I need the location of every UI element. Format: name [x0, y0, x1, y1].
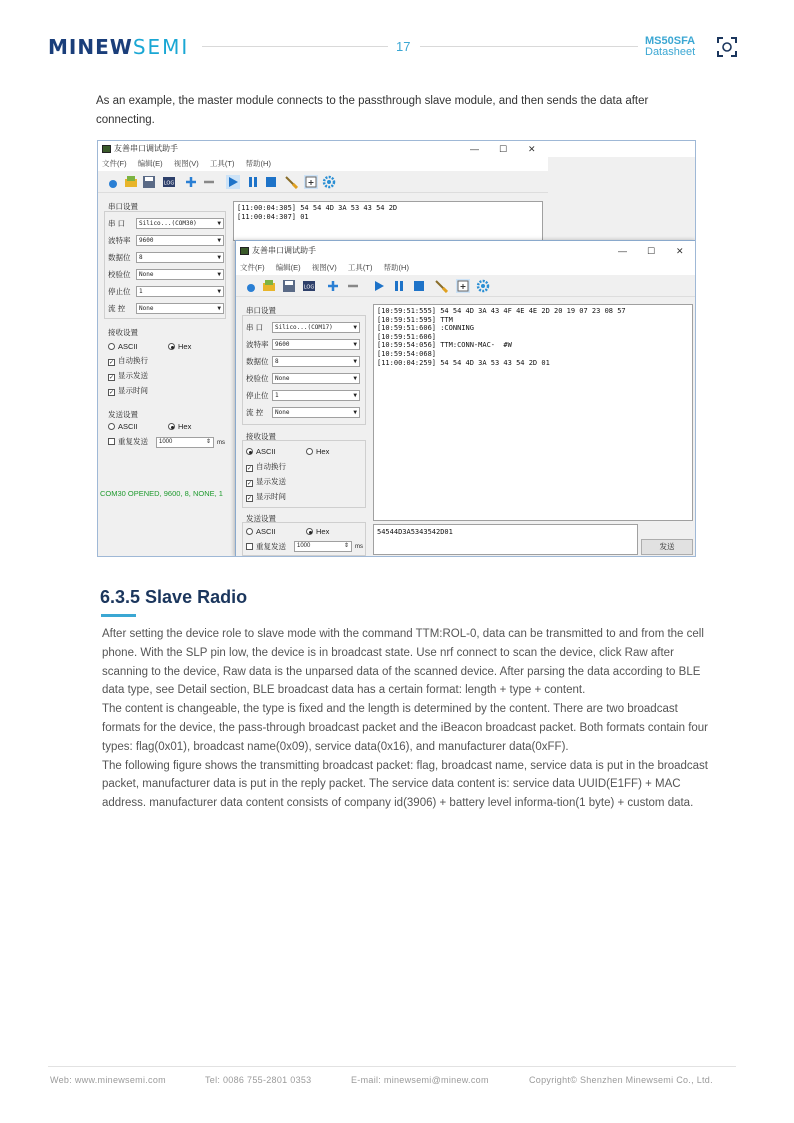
section-heading: 6.3.5 Slave Radio	[100, 587, 248, 607]
gear-icon[interactable]	[476, 279, 490, 293]
back-stopbits-label: 停止位	[108, 287, 131, 296]
brush-icon[interactable]	[434, 279, 448, 293]
back-parity-label: 校验位	[108, 270, 131, 279]
stop-icon[interactable]	[264, 175, 278, 189]
close-icon[interactable]: ✕	[528, 144, 536, 154]
front-baud-select[interactable]: 9600 ▼	[272, 339, 360, 350]
footer-email: E-mail: minewsemi@minew.com	[351, 1075, 489, 1085]
front-parity-select[interactable]: None ▼	[272, 373, 360, 384]
front-show-time-checkbox[interactable]: ✓ 显示时间	[247, 492, 286, 502]
front-databits-select[interactable]: 8 ▼	[272, 356, 360, 367]
minimize-icon[interactable]: —	[618, 246, 627, 256]
front-show-send-checkbox[interactable]: ✓ 显示发送	[247, 477, 286, 487]
footer-tel: Tel: 0086 755-2801 0353	[205, 1075, 312, 1085]
front-menubar	[236, 261, 695, 275]
menu-file[interactable]: 文件(F)	[102, 159, 127, 168]
front-ascii-radio[interactable]: ASCII	[246, 446, 276, 458]
minus-icon[interactable]	[202, 175, 216, 189]
back-databits-label: 数据位	[108, 253, 131, 262]
menu-tools[interactable]: 工具(T)	[209, 159, 235, 168]
menu-file[interactable]: 文件(F)	[240, 263, 265, 272]
back-hex-radio[interactable]: Hex	[168, 341, 191, 353]
front-stopbits-label: 停止位	[246, 391, 269, 400]
minewsemi-logo: MINEWSEMI	[48, 35, 190, 59]
back-repeat-send-checkbox[interactable]: 重复发送	[108, 436, 148, 448]
front-receive-log: [10:59:51:555] 54 54 4D 3A 43 4F 4E 4E 2D 20 19 07 23 08 57 [10:59:51:595] TTM [10:59:51:606] :CONNING [10:59:51:606] [10:59:54:056] TTM:CONN-MAC- #W [10:59:54:068] [11:00:04:259] 54 54 4D 3A 53 43 54 2D 01	[373, 304, 693, 521]
pause-icon[interactable]	[392, 279, 406, 293]
front-window	[235, 240, 696, 557]
footer-web: Web: www.minewsemi.com	[50, 1075, 166, 1085]
gear-icon[interactable]	[322, 175, 336, 189]
back-baud-select[interactable]: 9600 ▼	[136, 235, 224, 246]
body-paragraph-3: The following figure shows the transmitting broadcast packet: flag, broadcast name, service data is put in the broadcast packet, manufacturer data is put in the reply packet. The service data content is: service data UUID(E1FF) + MAC address. manufacturer data content consists of company id(3906) + battery level informa-tion(1 byte) + custom data.	[102, 759, 708, 810]
plus-icon[interactable]	[326, 279, 340, 293]
menu-edit[interactable]: 编辑(E)	[275, 263, 301, 272]
back-auto-wrap-checkbox[interactable]: ✓ 自动换行	[109, 356, 148, 366]
header-rule-right	[420, 46, 638, 47]
back-ascii-radio[interactable]: ASCII	[108, 341, 138, 353]
svg-text:LOG: LOG	[303, 284, 315, 291]
body-paragraph-2: The content is changeable, the type is fixed and the length is determined by the content. There are two broadcast formats for the device, the pass-through broadcast packet and the iBeacon broadcast packet. Both formats contain four types: flag(0x01), broadcast name(0x09), service data(0x16), and manufacturer data(0xFF).	[102, 703, 709, 753]
back-send-ascii-radio[interactable]: ASCII	[108, 421, 138, 433]
back-ms-unit: ms	[217, 440, 225, 446]
back-port-label: 串 口	[108, 219, 126, 228]
back-status-bar: COM30 OPENED, 9600, 8, NONE, 1	[100, 489, 223, 498]
front-databits-label: 数据位	[246, 357, 269, 366]
app-icon	[240, 247, 249, 255]
back-show-send-checkbox[interactable]: ✓ 显示发送	[109, 371, 148, 381]
log-icon[interactable]	[302, 279, 316, 293]
front-flow-select[interactable]: None ▼	[272, 407, 360, 418]
front-window-titlebar: 友善串口调试助手 — ☐ ✕	[236, 241, 695, 261]
back-baud-label: 波特率	[108, 236, 131, 245]
stop-icon[interactable]	[412, 279, 426, 293]
play-icon[interactable]	[226, 175, 240, 189]
minimize-icon[interactable]: —	[470, 144, 479, 154]
save-icon[interactable]	[282, 279, 296, 293]
back-menubar	[98, 157, 548, 171]
front-parity-label: 校验位	[246, 374, 269, 383]
back-receive-log: [11:00:04:305] 54 54 4D 3A 53 43 54 2D [11:00:04:307] 01	[233, 201, 543, 241]
front-auto-wrap-checkbox[interactable]: ✓ 自动换行	[247, 462, 286, 472]
menu-tools[interactable]: 工具(T)	[347, 263, 373, 272]
serial-tool-screenshot	[97, 140, 696, 557]
brush-icon[interactable]	[284, 175, 298, 189]
front-port-label: 串 口	[246, 323, 264, 332]
back-send-hex-radio[interactable]: Hex	[168, 421, 191, 433]
menu-edit[interactable]: 编辑(E)	[137, 159, 163, 168]
front-ms-unit: ms	[355, 544, 363, 550]
page-number: 17	[396, 39, 411, 54]
intro-paragraph: As an example, the master module connects to the passthrough slave module, and then sends the data after connecting.	[96, 95, 649, 126]
back-show-time-checkbox[interactable]: ✓ 显示时间	[109, 386, 148, 396]
front-port-select[interactable]: Silico...(COM17) ▼	[272, 322, 360, 333]
back-serial-settings-title: 串口设置	[108, 202, 138, 211]
close-icon[interactable]: ✕	[676, 246, 684, 256]
doc-type: Datasheet	[645, 46, 696, 58]
footer-copyright: Copyright© Shenzhen Minewsemi Co., Ltd.	[529, 1075, 713, 1085]
maximize-icon[interactable]: ☐	[647, 246, 656, 256]
page-header	[0, 0, 794, 70]
model-name: MS50SFA	[645, 35, 696, 47]
open-port-icon[interactable]	[244, 279, 258, 293]
section-body	[102, 625, 710, 813]
plus-icon[interactable]	[184, 175, 198, 189]
send-button[interactable]: 发送	[641, 539, 693, 555]
save-icon[interactable]	[142, 175, 156, 189]
menu-view[interactable]: 视图(V)	[311, 263, 337, 272]
back-port-select[interactable]: Silico...(COM30) ▼	[136, 218, 224, 229]
front-send-ascii-radio[interactable]: ASCII	[246, 526, 276, 538]
folder-icon[interactable]	[124, 175, 138, 189]
heading-underline	[101, 614, 136, 617]
front-send-textarea[interactable]: 54544D3A5343542D01	[373, 524, 638, 555]
log-icon[interactable]	[162, 175, 176, 189]
back-receive-title: 接收设置	[108, 328, 138, 337]
back-databits-select[interactable]: 8 ▼	[136, 252, 224, 263]
add-window-icon[interactable]	[304, 175, 318, 189]
header-rule-left	[202, 46, 388, 47]
back-toolbar	[98, 171, 548, 193]
menu-view[interactable]: 视图(V)	[173, 159, 199, 168]
pause-icon[interactable]	[246, 175, 260, 189]
front-baud-label: 波特率	[246, 340, 269, 349]
back-send-title: 发送设置	[108, 410, 138, 419]
menu-help[interactable]: 帮助(H)	[383, 263, 409, 272]
front-serial-settings-title: 串口设置	[246, 306, 276, 315]
add-window-icon[interactable]	[456, 279, 470, 293]
scan-frame-icon	[717, 37, 737, 57]
back-window-titlebar: 友善串口调试助手 — ☐ ✕	[98, 141, 696, 157]
back-flow-label: 流 控	[108, 304, 126, 313]
app-icon	[102, 145, 111, 153]
play-icon[interactable]	[372, 279, 386, 293]
front-receive-title: 接收设置	[246, 432, 276, 441]
menu-help[interactable]: 帮助(H)	[245, 159, 271, 168]
open-port-icon[interactable]	[106, 175, 120, 189]
back-repeat-interval-input[interactable]: 1000 ⇕	[156, 437, 214, 448]
svg-text:LOG: LOG	[163, 180, 175, 187]
front-hex-radio[interactable]: Hex	[306, 446, 329, 458]
front-send-hex-radio[interactable]: Hex	[306, 526, 329, 538]
front-repeat-interval-input[interactable]: 1000 ⇕	[294, 541, 352, 552]
minus-icon[interactable]	[346, 279, 360, 293]
front-stopbits-select[interactable]: 1 ▼	[272, 390, 360, 401]
back-flow-select[interactable]: None ▼	[136, 303, 224, 314]
front-flow-label: 流 控	[246, 408, 264, 417]
front-send-title: 发送设置	[246, 514, 276, 523]
maximize-icon[interactable]: ☐	[499, 144, 508, 154]
body-paragraph-1: After setting the device role to slave mode with the command TTM:ROL-0, data can be transmitted to and from the cell phone. With the SLP pin low, the device is in broadcast state. Use nrf connect to scan the device, click Raw after scanning to the device, Raw data is the unparsed data of the scanned device. After parsing the data according to BLE data type, see Detail section, BLE broadcast data has a certain format: length + type + content.	[102, 628, 704, 697]
back-stopbits-select[interactable]: 1 ▼	[136, 286, 224, 297]
back-parity-select[interactable]: None ▼	[136, 269, 224, 280]
folder-icon[interactable]	[262, 279, 276, 293]
front-repeat-send-checkbox[interactable]: 重复发送	[246, 541, 286, 553]
front-toolbar	[236, 275, 695, 297]
footer-rule	[48, 1066, 736, 1067]
